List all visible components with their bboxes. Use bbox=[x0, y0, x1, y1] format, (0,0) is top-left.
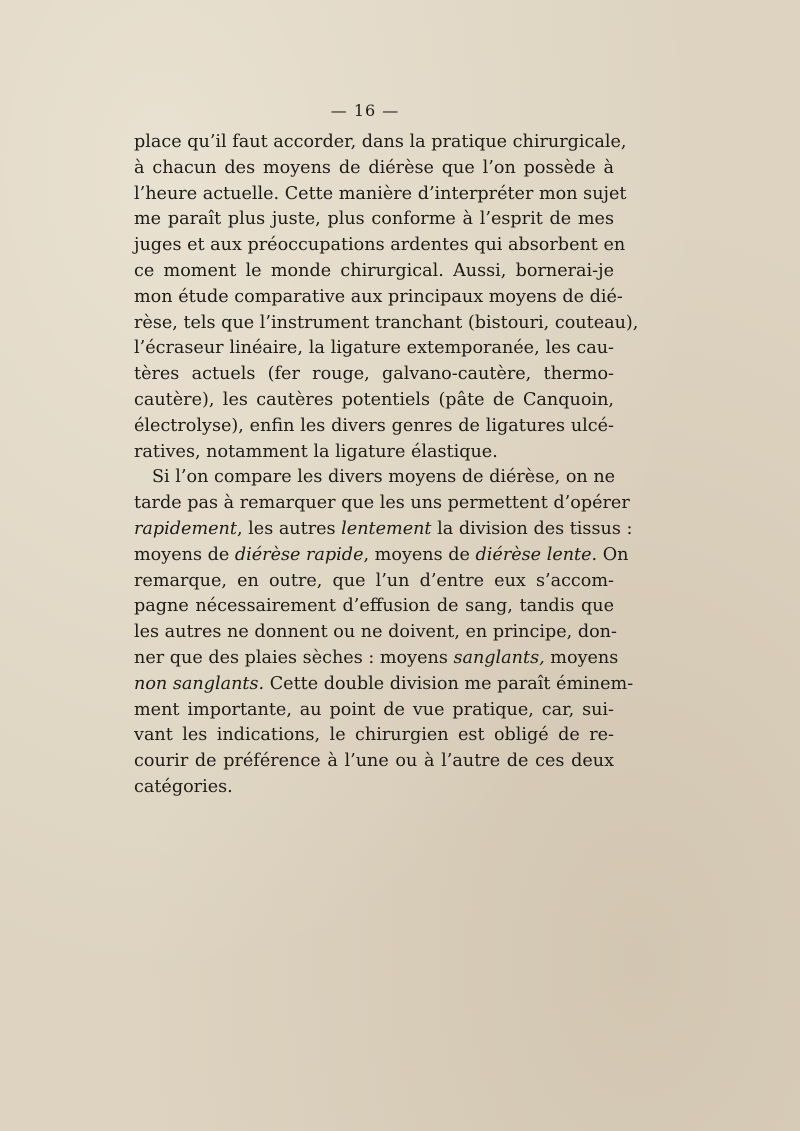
text-line bbox=[134, 672, 634, 698]
text-run: moyens de bbox=[134, 544, 235, 565]
body-text bbox=[134, 130, 639, 801]
italic-text: diérèse rapide bbox=[234, 544, 364, 565]
text-line bbox=[134, 698, 614, 724]
italic-text: rapidement bbox=[134, 518, 237, 539]
show-through-texture bbox=[140, 800, 620, 960]
text-run: à chacun des moyens de diérèse que l’on possède à bbox=[134, 157, 614, 178]
text-line bbox=[134, 414, 614, 440]
text-line bbox=[134, 543, 629, 569]
text-run: rèse, tels que l’instrument tranchant (bistouri, couteau), bbox=[134, 312, 639, 333]
text-run: courir de préférence à l’une ou à l’autre de ces deux bbox=[134, 751, 614, 772]
text-run: me paraît plus juste, plus conforme à l’esprit de mes bbox=[134, 209, 614, 230]
text-line bbox=[134, 620, 617, 646]
text-line bbox=[134, 285, 623, 311]
text-run: mon étude comparative aux principaux moyens de dié- bbox=[134, 286, 623, 307]
paragraph bbox=[134, 130, 639, 465]
text-run: , les autres bbox=[236, 518, 342, 539]
text-line bbox=[134, 311, 639, 337]
text-run: les autres ne donnent ou ne doivent, en principe, don- bbox=[134, 622, 617, 643]
text-run: tères actuels (fer rouge, galvano-cautère, thermo- bbox=[134, 364, 614, 385]
text-line bbox=[134, 775, 614, 801]
text-run: ratives, notamment la ligature élastique. bbox=[134, 441, 498, 462]
text-run: Si l’on compare les divers moyens de diérèse, on ne bbox=[152, 467, 616, 488]
text-run: Cette double division me paraît éminem- bbox=[264, 673, 634, 694]
text-run: moyens bbox=[544, 647, 619, 668]
text-run: ner que des plaies sèches : moyens bbox=[134, 647, 454, 668]
text-line bbox=[134, 569, 614, 595]
text-run: la division des tissus : bbox=[431, 518, 633, 539]
text-line bbox=[134, 723, 614, 749]
italic-text: sanglants, bbox=[453, 647, 545, 668]
text-run: électrolyse), enfin les divers genres de ligatures ulcé- bbox=[134, 415, 614, 436]
text-line bbox=[134, 749, 614, 775]
text-run: tarde pas à remarquer que les uns permettent d’opérer bbox=[134, 493, 630, 514]
text-line bbox=[134, 336, 614, 362]
text-line bbox=[134, 517, 633, 543]
text-run: catégories. bbox=[134, 776, 233, 797]
text-line bbox=[134, 259, 614, 285]
italic-text: lentement bbox=[341, 518, 432, 539]
page-number: — 16 — bbox=[330, 101, 400, 120]
text-run: juges et aux préoccupations ardentes qui absorbent en bbox=[134, 235, 626, 256]
text-line bbox=[134, 182, 627, 208]
text-line bbox=[134, 362, 614, 388]
text-line bbox=[134, 156, 614, 182]
text-line bbox=[134, 491, 630, 517]
text-run: pagne nécessairement d’effusion de sang, tandis que bbox=[134, 596, 614, 617]
italic-text: diérèse lente. bbox=[475, 544, 598, 565]
text-line bbox=[134, 130, 627, 156]
text-line bbox=[134, 440, 614, 466]
text-run: On bbox=[597, 544, 629, 565]
text-run: vant les indications, le chirurgien est obligé de re- bbox=[134, 725, 614, 746]
text-line bbox=[134, 388, 614, 414]
text-run: cautère), les cautères potentiels (pâte de Canquoin, bbox=[134, 389, 614, 410]
italic-text: non sanglants. bbox=[134, 673, 265, 694]
text-line bbox=[134, 233, 626, 259]
text-run: place qu’il faut accorder, dans la pratique chirurgicale, bbox=[134, 132, 627, 152]
text-line bbox=[134, 465, 614, 491]
text-line bbox=[134, 594, 614, 620]
text-run: ment importante, au point de vue pratique, car, sui- bbox=[134, 699, 614, 720]
text-run: l’heure actuelle. Cette manière d’interpréter mon sujet bbox=[134, 183, 627, 204]
text-run: l’écraseur linéaire, la ligature extemporanée, les cau- bbox=[134, 338, 614, 359]
text-run: remarque, en outre, que l’un d’entre eux s’accom- bbox=[134, 570, 614, 591]
text-run: ce moment le monde chirurgical. Aussi, bornerai-je bbox=[134, 260, 614, 281]
paragraph bbox=[134, 465, 634, 800]
text-line bbox=[134, 207, 614, 233]
text-run: , moyens de bbox=[363, 544, 476, 565]
text-line bbox=[134, 646, 619, 672]
